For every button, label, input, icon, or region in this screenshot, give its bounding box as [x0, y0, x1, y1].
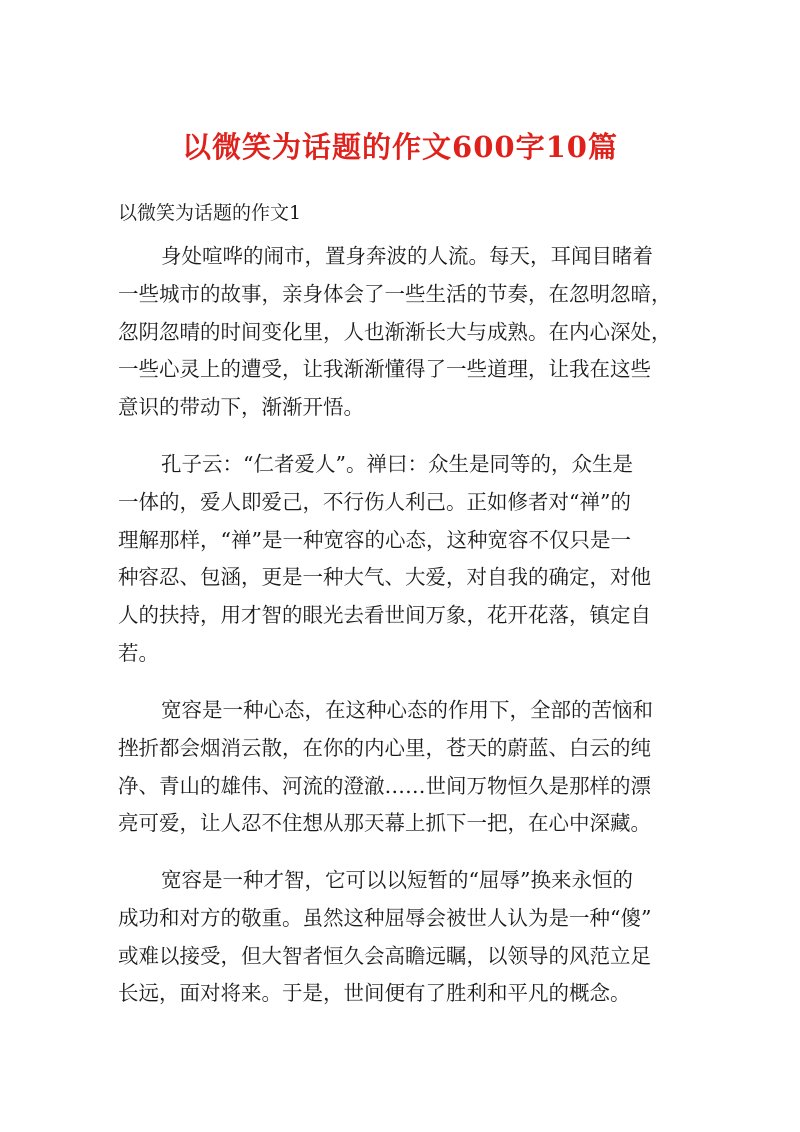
- paragraph-line: 人的扶持，用才智的眼光去看世间万象，花开花落，镇定自: [118, 603, 651, 628]
- paragraph-line: 种容忍、包涵，更是一种大气、大爱，对自我的确定，对他: [118, 565, 651, 590]
- paragraph-line: 挫折都会烟消云散，在你的内心里，苍天的蔚蓝、白云的纯: [118, 735, 651, 760]
- paragraph-2: [118, 446, 693, 673]
- paragraph-line: 孔子云：“仁者爱人”。禅曰：众生是同等的，众生是: [161, 452, 633, 476]
- paragraph-line: 宽容是一种心态，在这种心态的作用下，全部的苦恼和: [161, 698, 653, 722]
- paragraph-line: 意识的带动下，渐渐开悟。: [118, 395, 364, 420]
- paragraph-line: 或难以接受，但大智者恒久会高瞻远瞩，以领导的风范立足: [118, 943, 651, 968]
- paragraph-line: 身处喧哗的闹市，置身奔波的人流。每天，耳闻目睹着: [161, 244, 653, 268]
- document-title: 以微笑为话题的作文600字10篇: [182, 130, 618, 164]
- paragraph-3: [118, 692, 693, 843]
- section-heading: 以微笑为话题的作文1: [118, 202, 302, 224]
- paragraph-line: 一些心灵上的遭受，让我渐渐懂得了一些道理，让我在这些: [118, 357, 651, 382]
- paragraph-line: 理解那样，“禅”是一种宽容的心态，这种宽容不仅只是一: [118, 527, 631, 552]
- paragraph-line: 忽阴忽晴的时间变化里，人也渐渐长大与成熟。在内心深处，: [118, 319, 672, 344]
- paragraph-line: 一体的，爱人即爱己，不行伤人利己。正如修者对“禅”的: [118, 489, 631, 514]
- paragraph-line: 亮可爱，让人忍不住想从那天幕上抓下一把，在心中深藏。: [118, 811, 651, 836]
- paragraph-line: 净、青山的雄伟、河流的澄澈……世间万物恒久是那样的漂: [118, 773, 651, 798]
- paragraph-line: 若。: [118, 640, 159, 665]
- paragraph-line: 一些城市的故事，亲身体会了一些生活的节奏，在忽明忽暗，: [118, 281, 672, 306]
- paragraph-4: [118, 862, 693, 1013]
- paragraph-line: 长远，面对将来。于是，世间便有了胜利和平凡的概念。: [118, 981, 631, 1006]
- paragraph-1: [118, 238, 693, 427]
- paragraph-line: 宽容是一种才智，它可以以短暂的“屈辱”换来永恒的: [161, 868, 633, 892]
- paragraph-line: 成功和对方的敬重。虽然这种屈辱会被世人认为是一种“傻”: [118, 905, 652, 930]
